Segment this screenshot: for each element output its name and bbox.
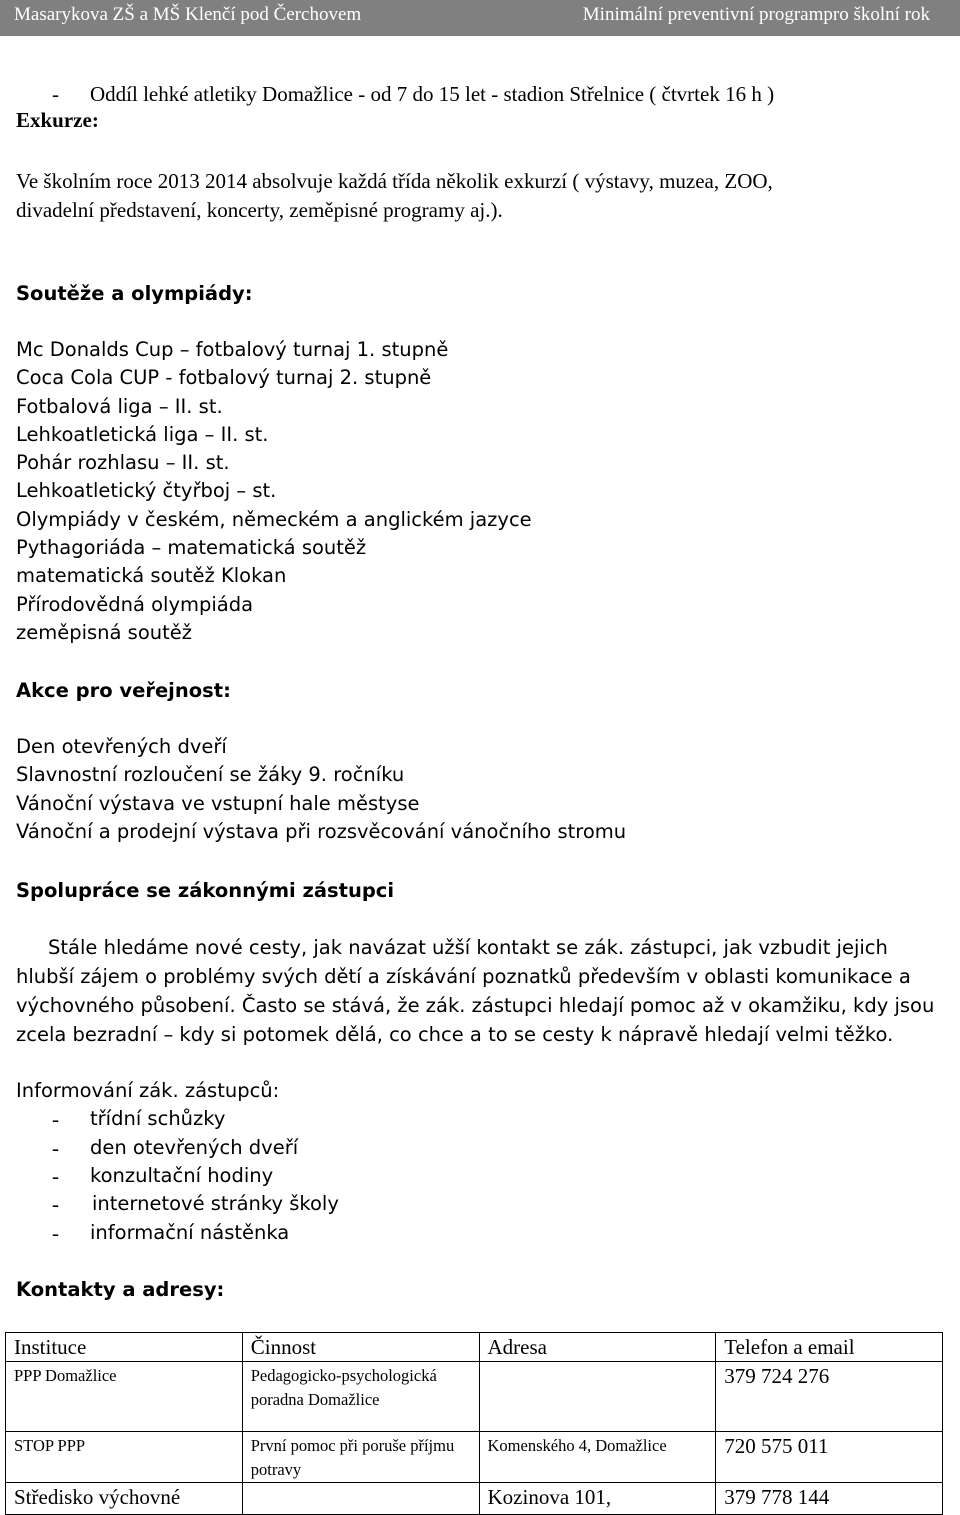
table-cell: Komenského 4, Domažlice bbox=[479, 1432, 716, 1483]
column-header: Adresa bbox=[479, 1333, 716, 1362]
list-item: Přírodovědná olympiáda bbox=[16, 593, 254, 616]
table-cell: Středisko výchovné bbox=[6, 1483, 243, 1515]
top-item: Oddíl lehké atletiky Domažlice - od 7 do 15 let - stadion Střelnice ( čtvrtek 16 h ) bbox=[90, 82, 775, 106]
table-cell: 379 778 144 bbox=[716, 1483, 943, 1515]
list-item: informační nástěnka bbox=[90, 1221, 290, 1244]
table-header-row bbox=[6, 1333, 943, 1362]
table-row bbox=[6, 1483, 943, 1515]
list-item: Fotbalová liga – II. st. bbox=[16, 395, 223, 418]
list-item: Slavnostní rozloučení se žáky 9. ročníku bbox=[16, 763, 405, 786]
header-document-title: Minimální preventivní programpro školní rok bbox=[582, 4, 930, 25]
list-item: Lehkoatletická liga – II. st. bbox=[16, 423, 269, 446]
table-cell: STOP PPP bbox=[6, 1432, 243, 1483]
list-dash: - bbox=[52, 1164, 59, 1188]
column-header: Instituce bbox=[6, 1333, 243, 1362]
cooperation-heading: Spolupráce se zákonnými zástupci bbox=[16, 879, 395, 902]
table-cell bbox=[479, 1362, 716, 1432]
table-cell: Kozinova 101, bbox=[479, 1483, 716, 1515]
table-cell: Pedagogicko-psychologická poradna Domažlice bbox=[242, 1362, 479, 1432]
table-cell: První pomoc při poruše příjmu potravy bbox=[242, 1432, 479, 1483]
list-dash: - bbox=[52, 82, 59, 106]
list-dash: - bbox=[52, 1136, 59, 1160]
competitions-heading: Soutěže a olympiády: bbox=[16, 282, 253, 305]
page-header bbox=[0, 0, 960, 36]
column-header: Telefon a email bbox=[716, 1333, 943, 1362]
list-item: matematická soutěž Klokan bbox=[16, 564, 287, 587]
list-item: Pohár rozhlasu – II. st. bbox=[16, 451, 230, 474]
list-item: třídní schůzky bbox=[90, 1107, 226, 1130]
informing-heading: Informování zák. zástupců: bbox=[16, 1079, 280, 1102]
public-heading: Akce pro veřejnost: bbox=[16, 679, 231, 702]
list-item: zeměpisná soutěž bbox=[16, 621, 193, 644]
list-item: Mc Donalds Cup – fotbalový turnaj 1. stupně bbox=[16, 338, 449, 361]
list-item: Vánoční výstava ve vstupní hale městyse bbox=[16, 792, 420, 815]
table-cell bbox=[242, 1483, 479, 1515]
list-dash: - bbox=[52, 1221, 59, 1245]
excursions-heading: Exkurze: bbox=[16, 108, 99, 132]
list-item: konzultační hodiny bbox=[90, 1164, 274, 1187]
list-item: Olympiády v českém, německém a anglickém jazyce bbox=[16, 508, 532, 531]
list-item: Den otevřených dveří bbox=[16, 735, 227, 758]
list-item: Lehkoatletický čtyřboj – st. bbox=[16, 479, 277, 502]
excursions-line-2: divadelní představení, koncerty, zeměpisné programy aj.). bbox=[16, 198, 503, 222]
table-row bbox=[6, 1362, 943, 1432]
table-cell: 720 575 011 bbox=[716, 1432, 943, 1483]
list-item: Pythagoriáda – matematická soutěž bbox=[16, 536, 367, 559]
column-header: Činnost bbox=[242, 1333, 479, 1362]
list-item: Vánoční a prodejní výstava při rozsvěcování vánočního stromu bbox=[16, 820, 627, 843]
contacts-table bbox=[5, 1332, 943, 1515]
excursions-line-1: Ve školním roce 2013 2014 absolvuje každá třída několik exkurzí ( výstavy, muzea, ZOO, bbox=[16, 169, 773, 193]
contacts-heading: Kontakty a adresy: bbox=[16, 1278, 225, 1301]
table-cell: PPP Domažlice bbox=[6, 1362, 243, 1432]
header-school-name: Masarykova ZŠ a MŠ Klenčí pod Čerchovem bbox=[14, 4, 362, 25]
cooperation-paragraph: Stále hledáme nové cesty, jak navázat užší kontakt se zák. zástupci, jak vzbudit jejich hlubší zájem o problémy svých dětí a získávání poznatků především v oblasti komunikace a výchovného působení. Často se stává, že zák. zástupci hledají pomoc až v okamžiku, kdy jsou zcela bezradní – kdy si potomek dělá, co chce a to se cesty k nápravě hledají velmi těžko. bbox=[16, 936, 935, 1046]
list-item: den otevřených dveří bbox=[90, 1136, 299, 1159]
table-row bbox=[6, 1432, 943, 1483]
list-item: internetové stránky školy bbox=[92, 1192, 339, 1215]
list-item: Coca Cola CUP - fotbalový turnaj 2. stupně bbox=[16, 366, 432, 389]
table-cell: 379 724 276 bbox=[716, 1362, 943, 1432]
list-dash: - bbox=[52, 1192, 59, 1216]
list-dash: - bbox=[52, 1107, 59, 1131]
